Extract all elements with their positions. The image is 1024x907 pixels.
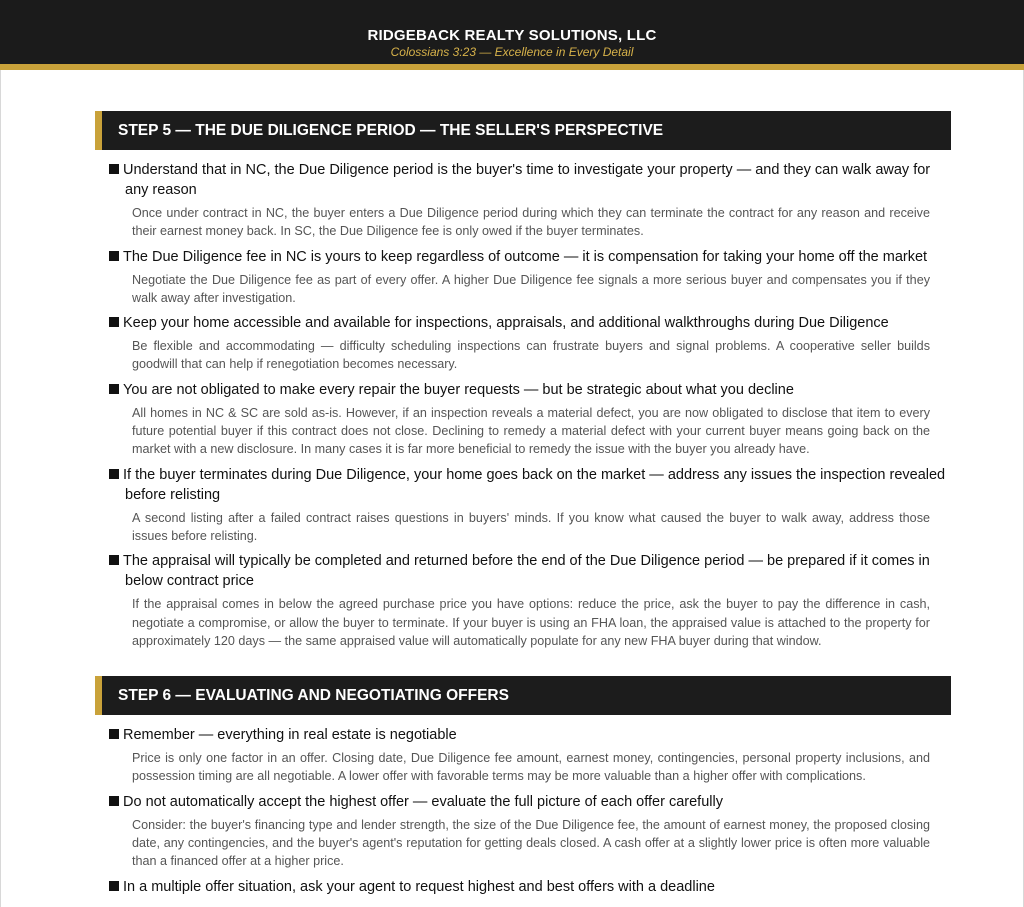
checklist-item: [95, 158, 951, 241]
checklist-item-title-text: Do not automatically accept the highest offer — evaluate the full picture of each offer carefully: [123, 793, 723, 810]
checklist-item-detail: Consider: the buyer's financing type and lender strength, the size of the Due Diligence fee, the amount of earnest money, the proposed closing date, any contingencies, and the buyer's agent's reputation for getting deals closed. A cash offer at a slightly lower price is often more valuable than a financed offer at a higher price.: [132, 817, 930, 869]
checklist-item-title-text: In a multiple offer situation, ask your agent to request highest and best offers with a deadline: [123, 878, 715, 895]
page-header: [0, 0, 1024, 64]
checklist-item-title: [95, 463, 951, 505]
square-bullet-icon: [109, 469, 119, 479]
section-spacer: [95, 654, 951, 676]
checklist-item-title-text: The appraisal will typically be completed and returned before the end of the Due Diligence period — be prepared if it comes in below contract price: [123, 553, 930, 590]
checklist-item: [95, 378, 951, 459]
step-heading: STEP 6 — EVALUATING AND NEGOTIATING OFFERS: [118, 687, 509, 705]
document-body: [95, 111, 951, 897]
checklist-item-title-text: You are not obligated to make every repair the buyer requests — but be strategic about what you decline: [123, 381, 794, 398]
checklist-item: [95, 723, 951, 786]
square-bullet-icon: [109, 251, 119, 261]
checklist-item-title-text: If the buyer terminates during Due Diligence, your home goes back on the market — address any issues the inspection revealed before relisting: [123, 466, 946, 503]
checklist-item-detail: Negotiate the Due Diligence fee as part of every offer. A higher Due Diligence fee signals a more serious buyer and compensates you if they walk away after investigation.: [132, 272, 930, 305]
square-bullet-icon: [109, 164, 119, 174]
checklist-item: [95, 463, 951, 546]
checklist-item-detail: Once under contract in NC, the buyer enters a Due Diligence period during which they can terminate the contract for any reason and receive their earnest money back. In SC, the Due Diligence fee is only owed if the buyer terminates.: [132, 206, 930, 239]
header-gold-rule: [0, 64, 1024, 70]
page-left-edge: [0, 70, 1, 907]
checklist-item: [95, 875, 951, 897]
step-heading-banner: [95, 676, 951, 715]
square-bullet-icon: [109, 317, 119, 327]
checklist-item-title-text: Understand that in NC, the Due Diligence period is the buyer's time to investigate your property — and they can walk away for any reason: [123, 162, 931, 198]
checklist-item-title: [95, 549, 951, 591]
checklist-item-title-text: The Due Diligence fee in NC is yours to keep regardless of outcome — it is compensation for taking your home off the market: [123, 248, 928, 265]
checklist-item-detail: A second listing after a failed contract raises questions in buyers' minds. If you know what caused the buyer to walk away, address those issues before relisting.: [132, 510, 930, 543]
square-bullet-icon: [109, 555, 119, 565]
step-heading: STEP 5 — THE DUE DILIGENCE PERIOD — THE SELLER'S PERSPECTIVE: [118, 122, 664, 139]
checklist-item-title: [95, 311, 951, 333]
checklist-item-title: [95, 245, 951, 267]
square-bullet-icon: [109, 729, 119, 739]
checklist-item-title-text: Keep your home accessible and available for inspections, appraisals, and additional walkthroughs during Due Diligence: [123, 315, 889, 332]
checklist-item-title: [95, 158, 951, 200]
checklist-item-detail: If the appraisal comes in below the agreed purchase price you have options: reduce the price, ask the buyer to pay the difference in cash, negotiate a compromise, or allow the buyer to terminate. If your buyer is using an FHA loan, the appraised value is attached to the property for approximately 120 days — the same appraised value will automatically populate for any new FHA buyer during that window.: [132, 597, 930, 648]
checklist-item-detail: Price is only one factor in an offer. Closing date, Due Diligence fee amount, earnest money, contingencies, personal property inclusions, and possession timing are all negotiable. A lower offer with favorable terms may be more valuable than a higher offer with complications.: [132, 751, 930, 784]
company-name: RIDGEBACK REALTY SOLUTIONS, LLC: [367, 27, 657, 44]
checklist-item: [95, 790, 951, 871]
checklist-item-detail: Be flexible and accommodating — difficulty scheduling inspections can frustrate buyers and signal problems. A cooperative seller builds goodwill that can help if renegotiation becomes necessary.: [132, 339, 930, 372]
checklist-item: [95, 311, 951, 374]
checklist-item-title: [95, 875, 951, 897]
square-bullet-icon: [109, 881, 119, 891]
company-tagline: Colossians 3:23 — Excellence in Every Detail: [390, 45, 634, 59]
checklist-item-detail: All homes in NC & SC are sold as-is. However, if an inspection reveals a material defect, you are now obligated to disclose that item to every future potential buyer if this contract does not close. Declining to remedy a material defect with your current buyer means going back on the market with a new disclosure. In many cases it is far more beneficial to remedy the issue with the buyer you already have.: [132, 405, 930, 457]
square-bullet-icon: [109, 796, 119, 806]
square-bullet-icon: [109, 384, 119, 394]
checklist-item: [95, 245, 951, 308]
checklist-item-title: [95, 723, 951, 745]
checklist-item-title: [95, 790, 951, 812]
checklist-item-title-text: Remember — everything in real estate is negotiable: [123, 727, 457, 744]
checklist-item-title: [95, 378, 951, 400]
step-heading-banner: [95, 111, 951, 150]
checklist-item: [95, 549, 951, 650]
